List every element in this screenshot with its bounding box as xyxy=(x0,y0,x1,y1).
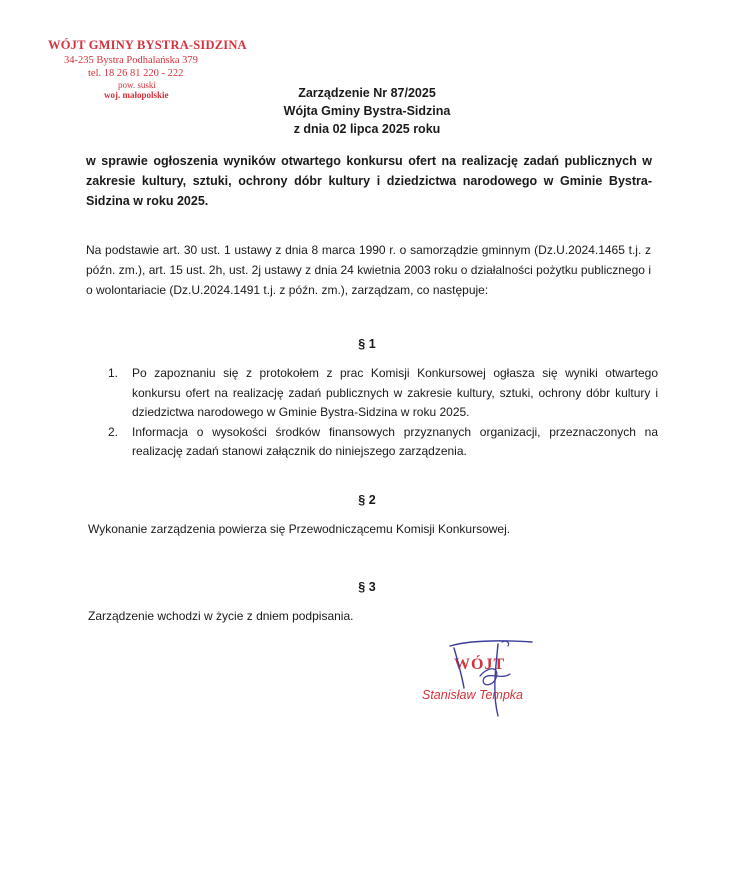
signature-stamp-title: WÓJT xyxy=(454,656,506,673)
section-3-text: Zarządzenie wchodzi w życie z dniem podpisania. xyxy=(88,609,354,623)
legal-basis-paragraph: Na podstawie art. 30 ust. 1 ustawy z dnia 8 marca 1990 r. o samorządzie gminnym (Dz.U.2024.1465 t.j. z późn. zm.), art. 15 ust. 2h, ust. 2j ustawy z dnia 24 kwietnia 2003 roku o działalności pożytku publicznego i o wolontariacie (Dz.U.2024.1491 t.j. z późn. zm.), zarządzam, co następuje: xyxy=(86,243,651,297)
list-item xyxy=(86,423,658,462)
list-item-text: Informacja o wysokości środków finansowych przyznanych organizacji, przeznaczonych na realizację zadań stanowi załącznik do niniejszego zarządzenia. xyxy=(132,424,658,458)
handwritten-signature xyxy=(440,636,550,726)
section-1-list xyxy=(86,364,658,462)
stamp-county: pow. suski xyxy=(118,80,156,90)
stamp-title: WÓJT GMINY BYSTRA-SIDZINA xyxy=(48,38,247,52)
list-item-text: Po zapoznaniu się z protokołem z prac Komisji Konkursowej ogłasza się wyniki otwartego konkursu ofert na realizację zadań publicznych w zakresie kultury, sztuki, ochrony dóbr kultury i dziedzictwa narodowego w Gminie Bystra-Sidzina w roku 2025. xyxy=(132,366,658,419)
list-item-number: 2. xyxy=(108,424,119,439)
section-3-heading: § 3 xyxy=(358,580,376,594)
document-date: z dnia 02 lipca 2025 roku xyxy=(293,122,441,136)
document-issuer: Wójta Gminy Bystra-Sidzina xyxy=(283,104,451,118)
section-1-heading: § 1 xyxy=(358,337,376,351)
section-2-text: Wykonanie zarządzenia powierza się Przewodniczącemu Komisji Konkursowej. xyxy=(88,522,511,536)
stamp-voivodeship: woj. małopolskie xyxy=(104,90,169,100)
document-title: Zarządzenie Nr 87/2025 xyxy=(298,86,436,100)
document-subject: w sprawie ogłoszenia wyników otwartego konkursu ofert na realizację zadań publicznych w zakresie kultury, sztuki, ochrony dóbr kultury i dziedzictwa narodowego w Gminie Bystra-Sidzina w roku 2025. xyxy=(86,154,652,208)
stamp-address: 34-235 Bystra Podhalańska 379 xyxy=(64,55,198,66)
stamp-phone: tel. 18 26 81 220 - 222 xyxy=(88,68,184,79)
list-item-number: 1. xyxy=(108,366,119,380)
signature-stamp-name: Stanisław Tempka xyxy=(422,688,523,702)
signature-block xyxy=(418,636,548,716)
list-item xyxy=(86,364,658,423)
section-2-heading: § 2 xyxy=(358,493,376,507)
